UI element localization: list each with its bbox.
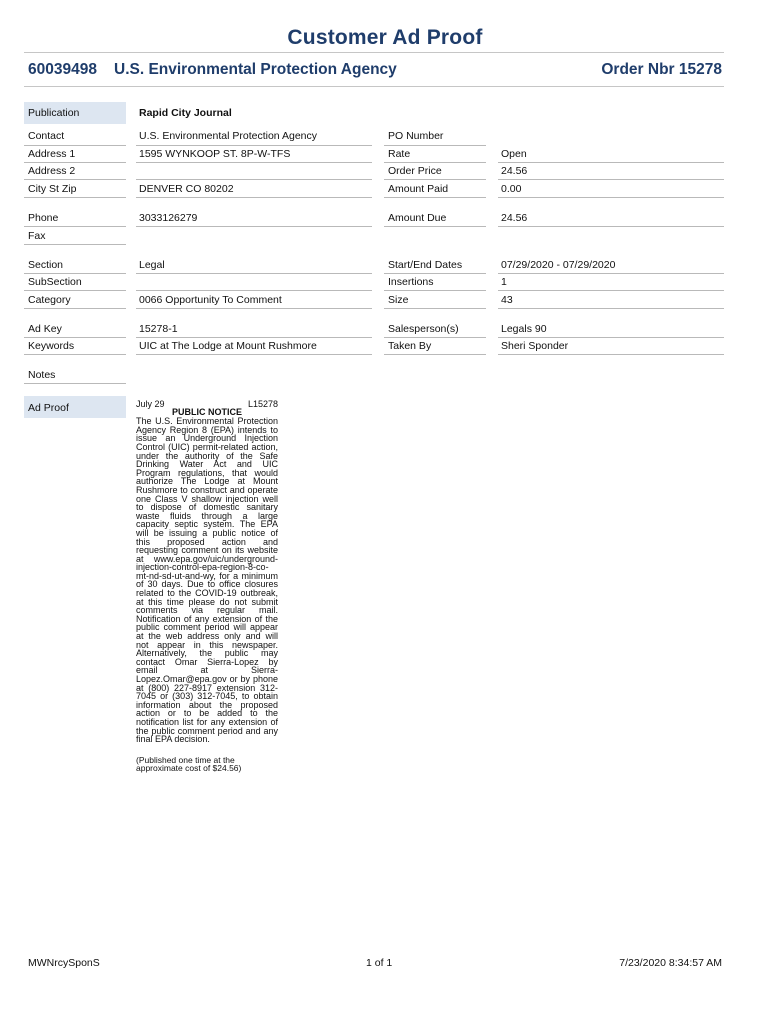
field-underline [24, 383, 126, 384]
field-underline [136, 273, 372, 274]
ad-proof-label: Ad Proof [28, 402, 69, 414]
title-divider [24, 52, 724, 53]
field-underline [384, 162, 486, 163]
agency-name: U.S. Environmental Protection Agency [114, 61, 397, 78]
field-underline [24, 179, 126, 180]
field-underline [498, 226, 724, 227]
phone-label: Phone [28, 212, 59, 224]
size-label: Size [388, 294, 409, 306]
city-label: City St Zip [28, 183, 77, 195]
po-number-label: PO Number [388, 130, 444, 142]
city-value: DENVER CO 80202 [139, 183, 234, 195]
notice-body: The U.S. Environmental Protection Agency Region 8 (EPA) intends to issue an Underground Injection Control (UIC) permit-related action, under the authority of the Safe Drinking Water Act and UIC Program regulations, that would authorize The Lodge at Mount Rushmore to construct and operate one Class V shallow injection well to dispose of domestic sanitary waste fluids through a large capacity septic system. The EPA will be issuing a public notice of this proposed action and requesting comment on its website at www.epa.gov/uic/underground-injection-control-epa-region-8-co-mt-nd-sd-ut-and-wy, for a minimum of 30 days. Due to office closures related to the COVID-19 outbreak, at this time please do not submit comments via regular mail. Notification of any extension of the public comment period will appear at the web address only and will not appear in this newspaper. Alternatively, the public may contact Omar Sierra-Lopez by email at Sierra-Lopez.Omar@epa.gov or by phone at (800) 227-8917 extension 312-7045 or (303) 312-7045, to obtain information about the proposed action or to be added to the notification list for any extension of the public comment period and any final EPA decision. [136, 416, 278, 745]
phone-value: 3033126279 [139, 212, 198, 224]
amount-paid-value: 0.00 [501, 183, 522, 195]
insertions-value: 1 [501, 276, 507, 288]
field-underline [384, 179, 486, 180]
field-underline [24, 354, 126, 355]
field-underline [24, 337, 126, 338]
page-indicator: 1 of 1 [366, 957, 393, 969]
notice-code: L15278 [247, 399, 278, 409]
field-underline [136, 308, 372, 309]
field-underline [384, 145, 486, 146]
field-underline [24, 145, 126, 146]
keywords-value: UIC at The Lodge at Mount Rushmore [139, 340, 317, 352]
section-value: Legal [139, 259, 165, 271]
footer-timestamp: 7/23/2020 8:34:57 AM [619, 957, 722, 969]
insertions-label: Insertions [388, 276, 434, 288]
rate-value: Open [501, 148, 527, 160]
order-price-label: Order Price [388, 165, 442, 177]
salesperson-label: Salesperson(s) [388, 323, 459, 335]
field-underline [24, 244, 126, 245]
field-underline [24, 226, 126, 227]
field-underline [384, 354, 486, 355]
notice-date: July 29 [136, 399, 165, 409]
field-underline [136, 354, 372, 355]
field-underline [136, 197, 372, 198]
publication-value: Rapid City Journal [139, 107, 232, 119]
field-underline [498, 308, 724, 309]
field-underline [498, 354, 724, 355]
field-underline [24, 308, 126, 309]
publication-label: Publication [28, 107, 80, 119]
notice-footnote: (Published one time at the approximate cost of $24.56) [136, 754, 242, 774]
field-underline [136, 145, 372, 146]
adkey-value: 15278-1 [139, 323, 178, 335]
size-value: 43 [501, 294, 513, 306]
contact-value: U.S. Environmental Protection Agency [139, 130, 318, 142]
dates-value: 07/29/2020 - 07/29/2020 [501, 259, 616, 271]
section-label: Section [28, 259, 64, 271]
field-underline [384, 337, 486, 338]
ad-proof-notice [136, 400, 278, 773]
taken-by-value: Sheri Sponder [501, 340, 569, 352]
category-value: 0066 Opportunity To Comment [139, 294, 282, 306]
field-underline [384, 308, 486, 309]
field-underline [136, 337, 372, 338]
amount-due-value: 24.56 [501, 212, 528, 224]
field-underline [498, 197, 724, 198]
adkey-label: Ad Key [28, 323, 62, 335]
field-underline [136, 226, 372, 227]
amount-paid-label: Amount Paid [388, 183, 449, 195]
field-underline [24, 197, 126, 198]
field-underline [24, 162, 126, 163]
field-underline [24, 290, 126, 291]
order-price-value: 24.56 [501, 165, 528, 177]
field-underline [384, 197, 486, 198]
subsection-label: SubSection [28, 276, 82, 288]
address1-value: 1595 WYNKOOP ST. 8P-W-TFS [139, 148, 291, 160]
dates-label: Start/End Dates [388, 259, 463, 271]
page-title: Customer Ad Proof [287, 26, 483, 49]
fax-label: Fax [28, 230, 46, 242]
notes-label: Notes [28, 369, 56, 381]
footer-left: MWNrcySponS [28, 957, 100, 969]
field-underline [498, 162, 724, 163]
field-underline [136, 179, 372, 180]
rate-label: Rate [388, 148, 411, 160]
field-underline [498, 273, 724, 274]
account-number: 60039498 [28, 61, 97, 78]
header-divider [24, 86, 724, 87]
taken-by-label: Taken By [388, 340, 432, 352]
field-underline [498, 179, 724, 180]
field-underline [498, 290, 724, 291]
field-underline [384, 290, 486, 291]
keywords-label: Keywords [28, 340, 75, 352]
field-underline [384, 273, 486, 274]
field-underline [24, 273, 126, 274]
address2-label: Address 2 [28, 165, 76, 177]
contact-label: Contact [28, 130, 65, 142]
order-number: Order Nbr 15278 [601, 61, 722, 78]
address1-label: Address 1 [28, 148, 76, 160]
field-underline [136, 290, 372, 291]
field-underline [136, 162, 372, 163]
field-underline [384, 226, 486, 227]
category-label: Category [28, 294, 71, 306]
salesperson-value: Legals 90 [501, 323, 547, 335]
notice-heading: PUBLIC NOTICE [171, 406, 242, 417]
field-underline [498, 337, 724, 338]
amount-due-label: Amount Due [388, 212, 447, 224]
